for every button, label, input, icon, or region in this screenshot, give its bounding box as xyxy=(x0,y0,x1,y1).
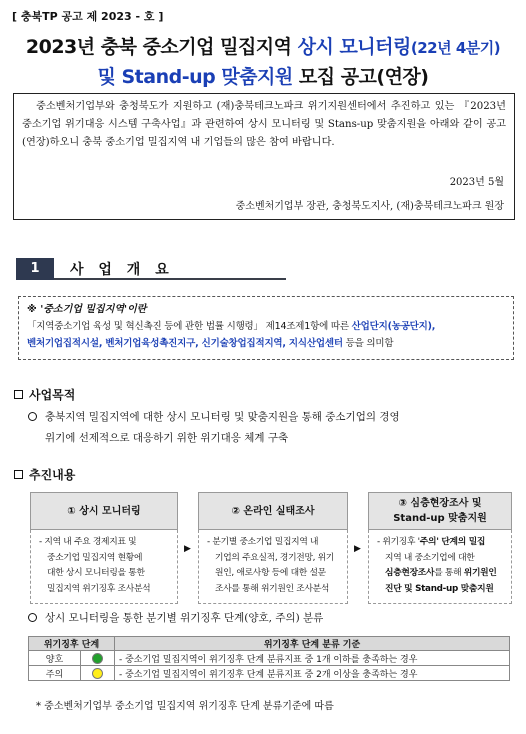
page-title-line2 xyxy=(0,62,526,89)
step-3-bold: 위기원인 xyxy=(463,568,497,578)
step-1-line: - 지역 내 주요 경제지표 및 xyxy=(39,537,137,547)
square-bullet-icon xyxy=(14,390,23,399)
classification-table xyxy=(28,636,510,681)
circle-bullet-icon xyxy=(28,412,37,421)
step-2-line: 조사를 통해 위기원인 조사분석 xyxy=(215,583,330,594)
yellow-circle-icon xyxy=(92,668,103,679)
circle-bullet-icon xyxy=(28,613,37,622)
step-1-body xyxy=(30,530,178,604)
contents-heading-text: 추진내용 xyxy=(29,468,76,482)
section-title: 사 업 개 요 xyxy=(70,262,174,278)
stage-dot-cell xyxy=(81,651,115,666)
step-2-line: 원인, 애로사항 등에 대한 설문 xyxy=(215,568,326,578)
green-circle-icon xyxy=(92,653,103,664)
page-title-line1 xyxy=(0,32,526,59)
footnote: * 중소벤처기업부 중소기업 밀집지역 위기징후 단계 분류기준에 따름 xyxy=(36,701,334,712)
stage-name: 주의 xyxy=(29,666,81,681)
definition-blue-1: 산업단지(농공단지), xyxy=(351,321,436,332)
definition-body xyxy=(27,318,505,352)
arrow-right-icon: ▶ xyxy=(184,544,191,554)
definition-box xyxy=(18,296,514,360)
definition-blue-2: 벤처기업집적시설, 벤처기업육성촉진지구, 신기술창업집적지역, 지식산업센터 xyxy=(27,338,343,349)
purpose-heading xyxy=(14,386,75,403)
stage-criteria: - 중소기업 밀집지역이 위기징후 단계 분류지표 중 2개 이상을 충족하는 경우 xyxy=(115,666,510,681)
purpose-heading-text: 사업목적 xyxy=(29,388,76,402)
square-bullet-icon xyxy=(14,470,23,479)
table-row xyxy=(29,651,510,666)
notice-number: [ 충북TP 공고 제 2023 - 호 ] xyxy=(12,10,164,23)
stage-criteria: - 중소기업 밀집지역이 위기징후 단계 분류지표 중 1개 이하를 충족하는 경우 xyxy=(115,651,510,666)
step-1-line: 중소기업 밀집지역 현황에 xyxy=(47,552,143,563)
intro-box xyxy=(13,93,515,220)
step-3-title-l1: ③ 심층현장조사 및 xyxy=(398,498,482,509)
step-3-text: ' 단계의 밀집 xyxy=(436,537,486,547)
purpose-line2: 위기에 선제적으로 대응하기 위한 위기대응 체계 구축 xyxy=(45,432,289,444)
step-1-title: ① 상시 모니터링 xyxy=(30,492,178,530)
intro-signature: 중소벤처기업부 장관, 충청북도지사, (재)충북테크노파크 원장 xyxy=(235,201,504,212)
step-3-line xyxy=(377,535,505,551)
stage-name: 양호 xyxy=(29,651,81,666)
table-header-criteria: 위기징후 단계 분류 기준 xyxy=(115,637,510,651)
intro-date: 2023년 5월 xyxy=(449,177,504,188)
definition-title: ※ '중소기업 밀집지역'이란 xyxy=(27,304,147,315)
step-1-line: 대한 상시 모니터링을 통한 xyxy=(47,568,145,578)
step-2-line: 기업의 주요실적, 경기전망, 위기 xyxy=(215,552,335,563)
definition-suffix: 등을 의미함 xyxy=(342,338,394,349)
classification-intro-text: 상시 모니터링을 통한 분기별 위기징후 단계(양호, 주의) 분류 xyxy=(45,612,324,624)
arrow-right-icon: ▶ xyxy=(354,544,361,554)
step-2-title: ② 온라인 실태조사 xyxy=(198,492,348,530)
step-3-line xyxy=(377,566,505,582)
purpose-line1: 충북지역 밀집지역에 대한 상시 모니터링 및 맞춤지원을 통해 중소기업의 경영 xyxy=(45,411,400,423)
step-3-title xyxy=(368,492,512,530)
contents-heading xyxy=(14,466,75,483)
step-3-text: - 위기징후 ' xyxy=(377,537,420,547)
section-number: 1 xyxy=(16,258,54,280)
step-3-title-l2: Stand-up 맞춤지원 xyxy=(393,513,487,524)
table-header-stage: 위기징후 단계 xyxy=(29,637,115,651)
title-l1-blue: 상시 모니터링 xyxy=(297,36,411,58)
title-l1-black: 2023년 충북 중소기업 밀집지역 xyxy=(25,36,298,58)
step-1-line: 밀집지역 위기징후 조사분석 xyxy=(47,583,151,594)
purpose-text xyxy=(28,407,400,449)
step-3-line: 진단 및 Stand-up 맞춤지원 xyxy=(385,583,494,594)
step-2-body xyxy=(198,530,348,604)
step-3-line: 지역 내 중소기업에 대한 xyxy=(385,552,475,563)
step-3-bold: 심층현장조사 xyxy=(385,568,435,578)
classification-intro xyxy=(28,608,323,629)
title-l2-blue: 및 Stand-up 맞춤지원 xyxy=(97,66,293,88)
table-row xyxy=(29,666,510,681)
step-3-bold: 주의 xyxy=(419,537,437,547)
stage-dot-cell xyxy=(81,666,115,681)
title-l2-black: 모집 공고(연장) xyxy=(292,66,429,88)
step-3-text: 를 통해 xyxy=(434,568,464,578)
step-2-line: - 분기별 중소기업 밀집지역 내 xyxy=(207,537,319,547)
intro-text: 중소벤처기업부와 충청북도가 지원하고 (재)충북테크노파크 위기지원센터에서 추진하고 있는 『2023년 중소기업 위기대응 시스템 구축사업』과 관련하여 상시 모니터링 및 Stans-up 맞춤지원을 아래와 같이 공고(연장)하오니 충북 중소기업 밀집지역 내 기업들의 많은 참여 바랍니다. xyxy=(22,101,506,148)
section-header xyxy=(16,258,286,280)
step-3-body xyxy=(368,530,512,604)
title-l1-blue-small: (22년 4분기) xyxy=(410,39,501,57)
definition-prefix: 「지역중소기업 육성 및 혁신촉진 등에 관한 법률 시행령」 제14조제1항에 따른 xyxy=(27,321,352,332)
